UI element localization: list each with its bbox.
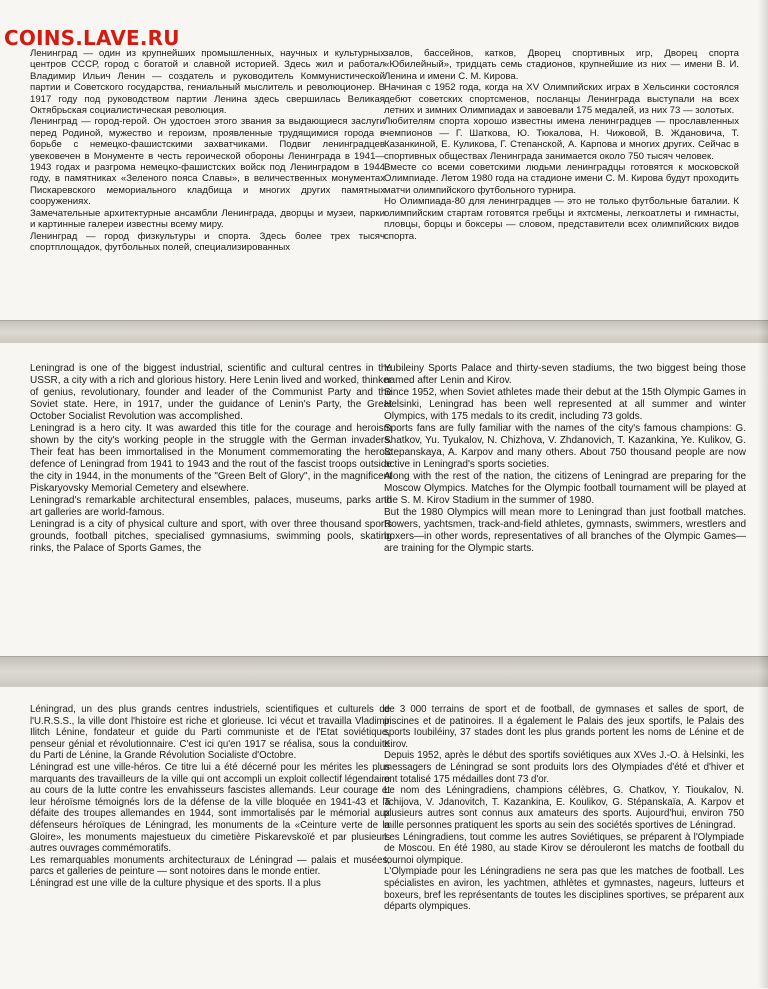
paragraph: Ленинград — город-герой. Он удостоен этого звания за выдающиеся заслуги перед Родиной, мужество и героизм, проявленные трудящимися города в борьбе с немецко-фашистскими захватчиками. Подвиг ленинградцев увековечен в Монументе в честь героической обороны Ленинграда в 1941—1943 годах и разгрома немецко-фашистских войск под Ленинградом в 1944 году, в памятниках «Зеленого пояса Славы», в величественных монументах Пискаревского мемориального кладбища и многих других памятных сооружениях.: [30, 116, 385, 208]
french-right-column: [384, 704, 744, 913]
paragraph: Вместе со всеми советскими людьми ленинградцы готовятся к московской Олимпиаде. Летом 1980 года на стадионе имени С. М. Кирова будут проходить матчи олимпийского футбольного турнира.: [384, 162, 739, 196]
paragraph: Léningrad est une ville de la culture physique et des sports. Il a plus: [30, 877, 321, 889]
fold-line: [0, 656, 768, 690]
paragraph: Les remarquables monuments architecturaux de Léningrad — palais et musées, parcs et galleries de peinture — sont notoires dans le monde entier.: [30, 854, 390, 878]
english-right-column: [384, 363, 746, 555]
paragraph: залов, бассейнов, катков, Дворец спортивных игр, Дворец спорта «Юбилейный», тридцать семь стадионов, крупнейшие из них — имени В. И. Ленина и имени С. М. Кирова.: [384, 48, 739, 82]
paragraph: Leningrad is a hero city. It was awarded this title for the courage and heroism shown by the city's working people in the struggle with the German invaders. Their feat has been immortalised in the Monument commemorating the heroic defence of Leningrad from 1941 to 1943 and the rout of the fascist troops outside the city in 1944, in the monuments of the "Green Belt of Glory", in the magnificent Piskaryovsky Memorial Cemetery and elsewhere.: [30, 423, 392, 494]
paragraph: But the 1980 Olympics will mean more to Leningrad than just football matches. Rowers, yachtsmen, track-and-field athletes, gymnasts, swimmers, wrestlers and boxers—in other words, representatives of all branches of the Olympic Games—are training for the Olympic starts.: [384, 507, 746, 554]
paragraph: Но Олимпиада-80 для ленинградцев — это не только футбольные баталии. К олимпийским стартам готовятся гребцы и яхтсмены, легкоатлеты и гимнасты, пловцы, борцы и боксеры — словом, представители всех олимпийских видов спорта.: [384, 196, 739, 242]
paragraph: Since 1952, when Soviet athletes made their debut at the 15th Olympic Games in Helsinki, Leningrad has been well represented at all summer and winter Olympics, with 175 medals to its credit, including 73 golds.: [384, 387, 746, 422]
paragraph: Leningrad is a city of physical culture and sport, with over three thousand sports grounds, football pitches, specialised gymnasiums, swimming pools, skating rinks, the Palace of Sports Games, the: [30, 519, 392, 554]
paragraph: Yubileiny Sports Palace and thirty-seven stadiums, the two biggest being those named after Lenin and Kirov.: [384, 363, 746, 386]
page-edge-shadow: [758, 0, 768, 988]
paragraph: Le nom des Léningradiens, champions célèbres, G. Chatkov, Y. Tioukalov, N. Tchijova, V. Jdanovitch, T. Kazankina, E. Koulikov, G. Stépanskaïa, A. Karpov et plusieurs autres sont connus aux amateurs des sports. Aujourd'hui, environ 750 mille personnes pratiquent les sports au sein des sociétés sportives de Léningrad.: [384, 785, 744, 831]
paragraph: L'Olympiade pour les Léningradiens ne sera pas que les matches de football. Les spécialistes en aviron, les yachtmen, athlètes et gymnastes, nageurs, lutteurs et boxeurs, bref les représentants de toutes les disciplines sportives, se préparent aux départs olympiques.: [384, 866, 744, 913]
paragraph: Замечательные архитектурные ансамбли Ленинграда, дворцы и музеи, парки и картинные галереи известны всему миру.: [30, 207, 385, 231]
paragraph: Along with the rest of the nation, the citizens of Leningrad are preparing for the Moscow Olympics. Matches for the Olympic football tournament will be played at the S. M. Kirov Stadium in the summer of 1980.: [384, 471, 746, 506]
paragraph: Начиная с 1952 года, когда на XV Олимпийских играх в Хельсинки состоялся дебют советских спортсменов, посланцы Ленинграда выступали на всех летних и зимних Олимпиадах и завоевали 175 медалей, из них 73 — золотых.: [384, 82, 739, 117]
paragraph: Ленинград — один из крупнейших промышленных, научных и культурных центров СССР, город с богатой и славной историей. Здесь жил и работал Владимир Ильич Ленин — создатель и руководитель Коммунистической партии и Советского государства, гениальный мыслитель и революционер. В 1917 году под руководством партии Ленина здесь свершилась Великая Октябрьская социалистическая революция.: [30, 48, 385, 117]
paragraph: de 3 000 terrains de sport et de football, de gymnases et salles de sport, de piscines et de patinoires. Il a également le Palais des jeux sportifs, le Palais des sports Ioubiléiny, 37 stades dont les plus grands portent les noms de Lénine et de Kirov.: [384, 704, 744, 750]
french-left-column: [30, 704, 390, 890]
russian-left-column: [30, 48, 385, 253]
paragraph: Leningrad's remarkable architectural ensembles, palaces, museums, parks and art galleries are world-famous.: [30, 495, 392, 518]
english-left-column: [30, 363, 392, 555]
paragraph: Les Léningradiens, tout comme les autres Soviétiques, se préparent à l'Olympiade de Moscou. En été 1980, au stade Kirov se dérouleront les matchs de football du tournoi olympique.: [384, 831, 744, 866]
paragraph: Ленинград — город физкультуры и спорта. Здесь более трех тысяч спортплощадок, футбольных полей, специализированных: [30, 230, 385, 253]
paragraph: Leningrad is one of the biggest industrial, scientific and cultural centres in the USSR, a city with a rich and glorious history. Here Lenin lived and worked, thinker of genius, revolutionary, founder and leader of the Communist Party and the Soviet state. Here, in 1917, under the guidance of Lenin's Party, the Great October Socialist Revolution was accomplished.: [30, 363, 392, 422]
paragraph: Любителям спорта хорошо известны имена ленинградцев — прославленных чемпионов — Г. Шаткова, Ю. Тюкалова, Н. Чижовой, В. Ждановича, Т. Казанкиной, Е. Куликова, Г. Степанской, А. Карпова и многих других. Сейчас в спортивных обществах Ленинграда занимается около 750 тысяч человек.: [384, 116, 739, 162]
paragraph: Depuis 1952, après le début des sportifs soviétiques aux XVes J.-O. à Helsinki, les messagers de Léningrad se sont produits lors des Olympiades d'été et d'hiver et ont totalisé 175 médailles dont 73 d'or.: [384, 750, 744, 785]
paragraph: Sports fans are fully familiar with the names of the city's famous champions: G. Shatkov, Yu. Tyukalov, N. Chizhova, V. Zhdanovich, T. Kazankina, Ye. Kulikov, G. Stepanskaya, A. Karpov and many others. About 750 thousand people are now active in Leningrad's sports societies.: [384, 423, 746, 470]
paragraph: Léningrad, un des plus grands centres industriels, scientifiques et culturels de l'U.R.S.S., la ville dont l'histoire est riche et glorieuse. Ici vécut et travailla Vladimir Ilitch Lénine, fondateur et guide du Parti communiste et de l'Etat soviétique, penseur génial et révolutionnaire. C'est ici qu'en 1917 se réalisa, sous la conduite du Parti de Lénine, la Grande Révolution Socialiste d'Octobre.: [30, 704, 390, 762]
russian-right-column: [384, 48, 739, 242]
paragraph: Léningrad est une ville-héros. Ce titre lui a été décerné pour les mérites les plus marquants des travailleurs de la ville qui ont accompli un exploit collectif légendaire au cours de la lutte contre les envahisseurs fascistes allemands. Leur courage et leur héroïsme témoignés lors de la défense de la ville bloquée en 1941-43 et la défaite des troupes allemandes en 1944, sont immortalisés par le mémorial aux défenseurs héroïques de Léningrad, les monuments de la «Ceinture verte de la Gloire», les monuments majestueux du cimetière Piskarevskoïé et par plusieurs autres ouvrages commémoratifs.: [30, 761, 390, 855]
watermark-text: COINS.LAVE.RU: [4, 26, 180, 50]
